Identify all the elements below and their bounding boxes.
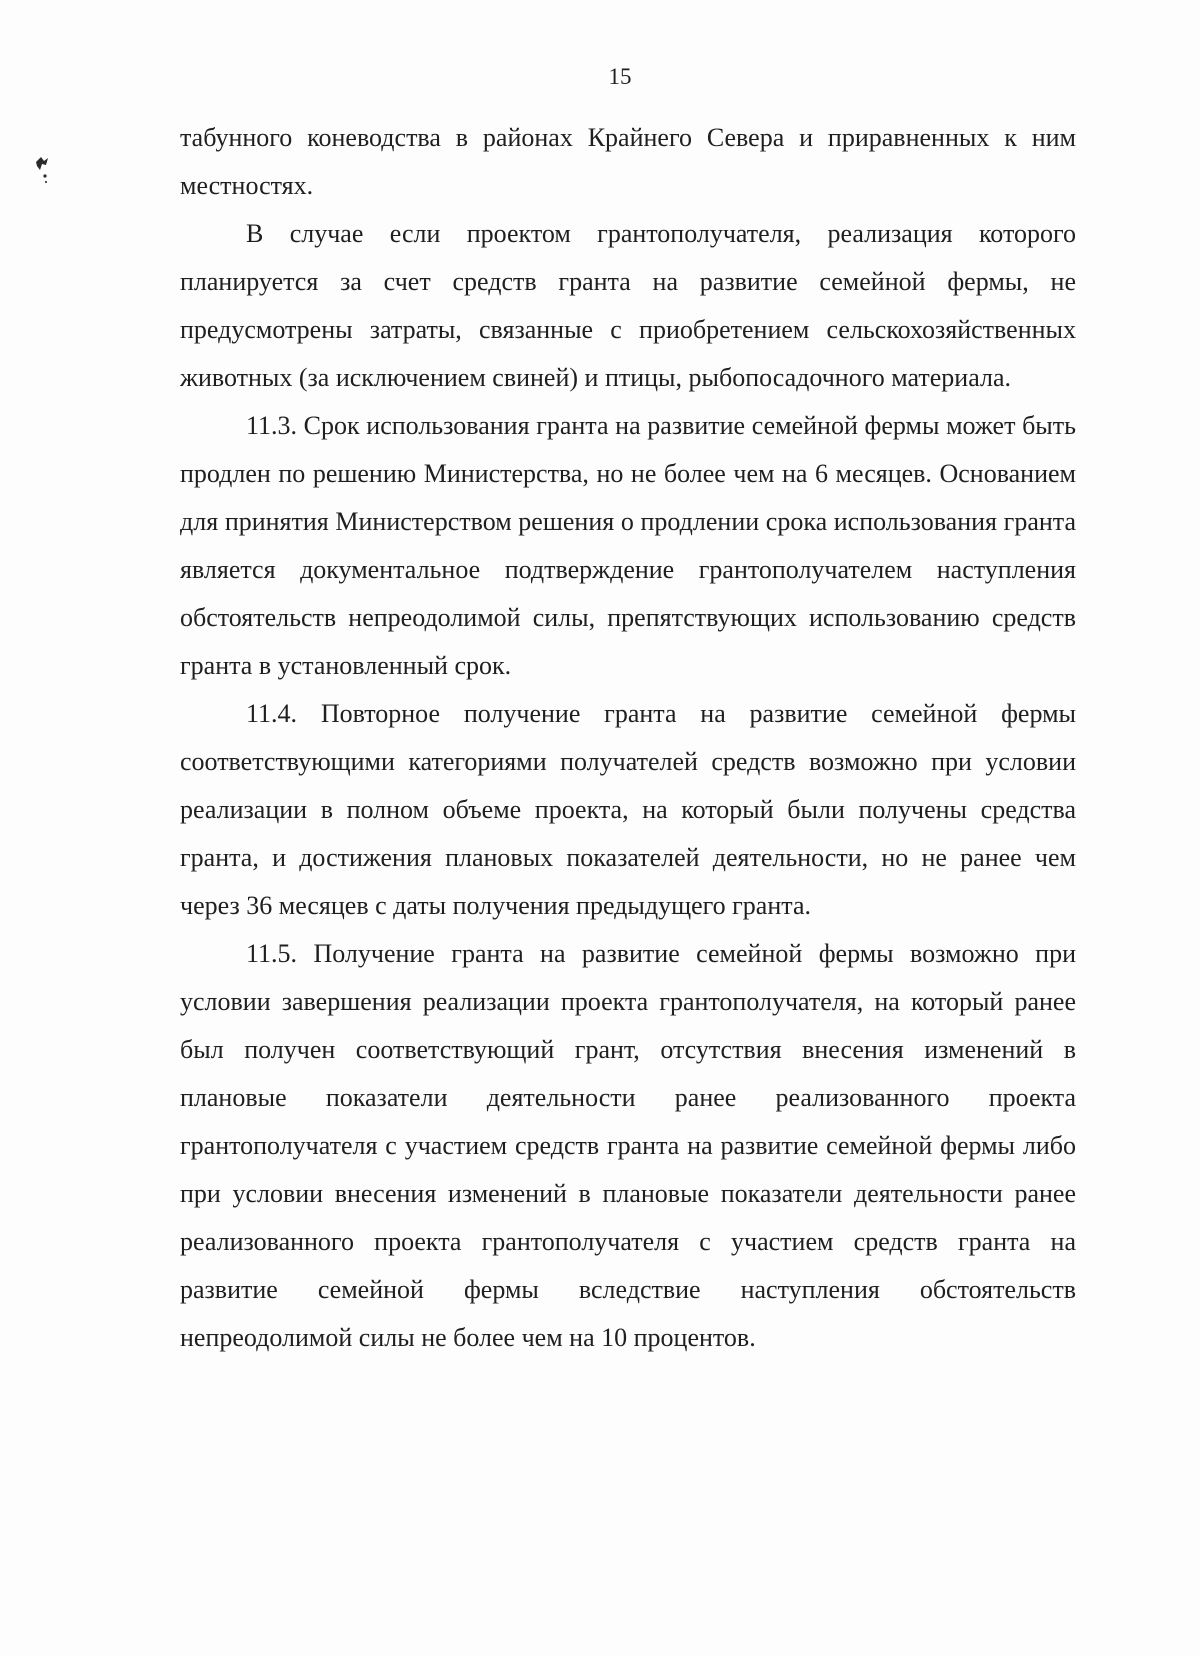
paragraph-continuation: табунного коневодства в районах Крайнего Севера и приравненных к ним местностях. xyxy=(180,123,1076,200)
paragraph-11-3: 11.3. Срок использования гранта на развитие семейной фермы может быть продлен по решению Министерства, но не более чем на 6 месяцев. Основанием для принятия Министерством решения о продлении срока использования гранта является документальное подтверждение грантополучателем наступления обстоятельств непреодолимой силы, препятствующих использованию средств гранта в установленный срок. xyxy=(180,411,1076,680)
paragraph-11-4: 11.4. Повторное получение гранта на развитие семейной фермы соответствующими категориями получателей средств возможно при условии реализации в полном объеме проекта, на который были получены средства гранта, и достижения плановых показателей деятельности, но не ранее чем через 36 месяцев с даты получения предыдущего гранта. xyxy=(180,699,1076,920)
document-body xyxy=(180,114,1076,1362)
scan-mark-icon xyxy=(32,152,52,186)
paragraph-11-5: 11.5. Получение гранта на развитие семейной фермы возможно при условии завершения реализации проекта грантополучателя, на который ранее был получен соответствующий грант, отсутствия внесения изменений в плановые показатели деятельности ранее реализованного проекта грантополучателя с участием средств гранта на развитие семейной фермы либо при условии внесения изменений в плановые показатели деятельности ранее реализованного проекта грантополучателя с участием средств гранта на развитие семейной фермы вследствие наступления обстоятельств непреодолимой силы не более чем на 10 процентов. xyxy=(180,939,1076,1352)
page-number: 15 xyxy=(608,64,632,89)
paragraph-expenses-case: В случае если проектом грантополучателя, реализация которого планируется за счет средств гранта на развитие семейной фермы, не предусмотрены затраты, связанные с приобретением сельскохозяйственных животных (за исключением свиней) и птицы, рыбопосадочного материала. xyxy=(180,219,1076,392)
